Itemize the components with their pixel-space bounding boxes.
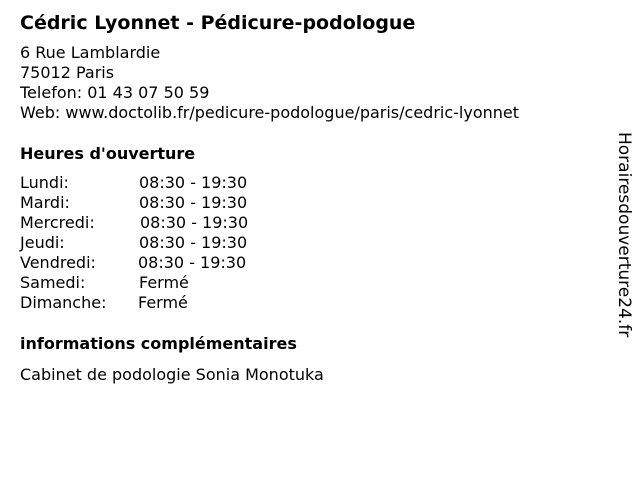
day-label: Lundi: (20, 173, 69, 192)
day-label: Mercredi: (20, 213, 95, 232)
address-block (20, 43, 519, 123)
day-label: Jeudi: (20, 233, 65, 252)
day-label: Dimanche: (20, 293, 107, 312)
day-label: Vendredi: (20, 253, 96, 272)
city-postcode: 75012 Paris (20, 63, 115, 82)
site-watermark-text: Horairesdouverture24.fr (614, 132, 634, 338)
time-value: 08:30 - 19:30 (139, 193, 248, 212)
additional-info-text: Cabinet de podologie Sonia Monotuka (20, 365, 324, 384)
time-value: 08:30 - 19:30 (139, 173, 248, 192)
page-title: Cédric Lyonnet - Pédicure-podologue (20, 12, 416, 34)
time-value: 08:30 - 19:30 (138, 253, 247, 272)
additional-info-heading: informations complémentaires (20, 334, 297, 353)
time-value: 08:30 - 19:30 (140, 213, 249, 232)
website: Web: www.doctolib.fr/pedicure-podologue/paris/cedric-lyonnet (20, 103, 520, 122)
time-value: Fermé (139, 273, 189, 292)
street-address: 6 Rue Lamblardie (20, 43, 161, 62)
phone-number: Telefon: 01 43 07 50 59 (20, 83, 210, 102)
time-value: Fermé (138, 293, 188, 312)
time-value: 08:30 - 19:30 (139, 233, 248, 252)
opening-hours-heading: Heures d'ouverture (20, 144, 196, 163)
day-label: Samedi: (20, 273, 86, 292)
day-label: Mardi: (20, 193, 70, 212)
